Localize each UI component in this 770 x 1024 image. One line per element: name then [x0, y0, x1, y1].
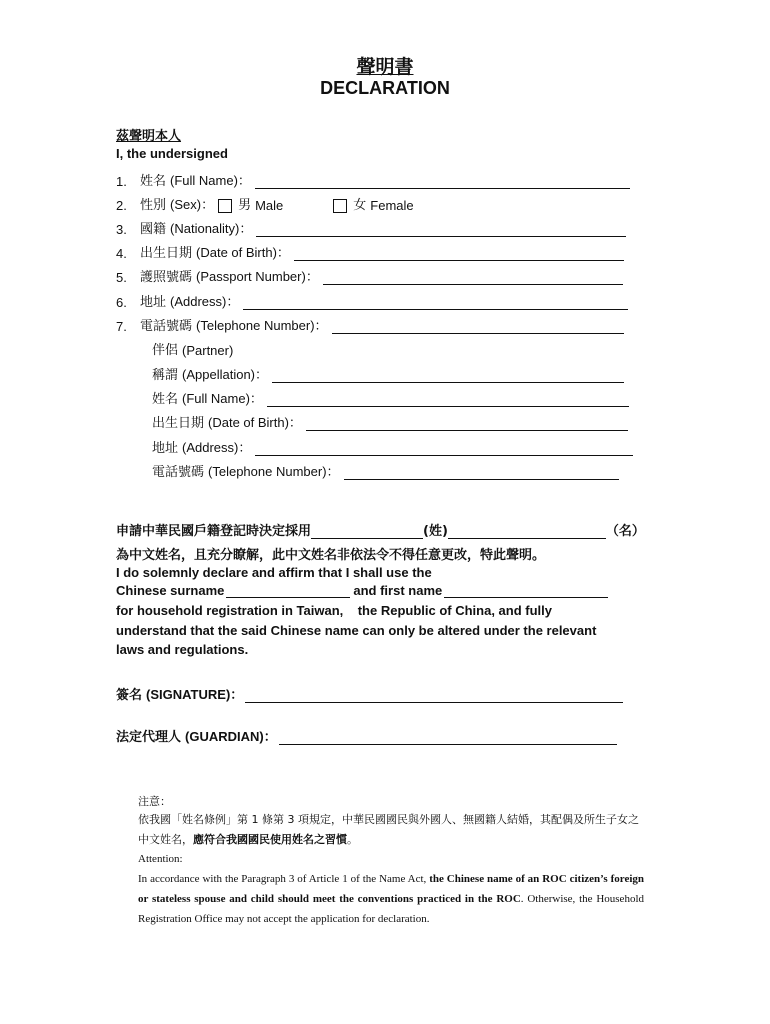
first-name-blank[interactable] — [444, 585, 608, 598]
field-number: 5. — [116, 270, 127, 285]
declaration-zh-text: 申請中華民國戶籍登記時決定採用 — [116, 524, 312, 539]
female-label-zh: 女 — [353, 198, 367, 213]
declaration-en-line2 — [116, 583, 608, 598]
intro-english: I, the undersigned — [116, 146, 228, 161]
field-label-en: (Address)： — [182, 440, 252, 455]
address-blank[interactable] — [243, 297, 628, 310]
declaration-en-line4: understand that the said Chinese name can only be altered under the relevant — [116, 623, 597, 638]
chinese-surname-label: Chinese surname — [116, 583, 225, 598]
field-label-zh: 姓名 — [152, 392, 179, 407]
field-label-en: (Appellation)： — [182, 367, 269, 382]
female-label-en: Female — [370, 198, 414, 213]
telephone-number-blank[interactable] — [332, 321, 624, 334]
guardian-label-zh: 法定代理人 — [116, 730, 182, 745]
declaration-zh-line1 — [116, 520, 645, 539]
male-label-en: Male — [255, 198, 284, 213]
notes-en-text-end: . Otherwise, the Household Registration Office may not accept the application for declaration. — [138, 893, 644, 925]
first-name-label: and first name — [353, 583, 443, 598]
signature-row — [116, 684, 623, 703]
partner-field-date-of-birth — [152, 412, 628, 431]
notes-body-zh — [138, 810, 644, 850]
field-label-zh: 電話號碼 — [152, 465, 205, 480]
field-label-en: (Address)： — [170, 294, 240, 309]
declaration-en-line3: for household registration in Taiwan, the Republic of China, and fully — [116, 603, 553, 618]
guardian-row — [116, 726, 617, 745]
partner-field-full-name — [152, 388, 629, 407]
signature-blank[interactable] — [245, 690, 623, 703]
chinese-surname-blank[interactable] — [226, 585, 350, 598]
intro-chinese: 茲聲明本人 — [116, 129, 182, 144]
date-of-birth-blank[interactable] — [294, 248, 624, 261]
field-label-en: (Date of Birth)： — [208, 415, 302, 430]
guardian-blank[interactable] — [279, 732, 617, 745]
notes-heading-en: Attention: — [138, 853, 183, 865]
field-number: 6. — [116, 295, 127, 310]
female-checkbox[interactable] — [333, 199, 347, 213]
notes-zh-end: 。 — [347, 833, 358, 846]
full-name-blank[interactable] — [255, 176, 630, 189]
notes-zh-emphasis: 應符合我國國民使用姓名之習慣 — [193, 833, 347, 846]
partner-full-name-blank[interactable] — [267, 394, 629, 407]
field-label-zh: 出生日期 — [152, 416, 205, 431]
field-label-zh: 性別 — [140, 198, 167, 213]
field-label-en: (Date of Birth)： — [196, 245, 290, 260]
field-label-en: (Telephone Number)： — [208, 464, 340, 479]
field-address — [116, 291, 628, 310]
notes-body-en — [138, 869, 644, 929]
declaration-en-line1: I do solemnly declare and affirm that I shall use the — [116, 565, 432, 580]
partner-field-telephone-number — [152, 461, 619, 480]
title-chinese: 聲明書 — [356, 56, 414, 78]
field-label-en: (Full Name)： — [170, 173, 251, 188]
field-label-zh: 護照號碼 — [140, 270, 193, 285]
field-label-zh: 稱謂 — [152, 368, 179, 383]
partner-appellation-blank[interactable] — [272, 370, 624, 383]
field-number: 1. — [116, 174, 127, 189]
given-name-zh-label: （名） — [605, 524, 645, 539]
signature-label-en: (SIGNATURE)： — [146, 687, 244, 702]
notes-heading-zh: 注意： — [138, 795, 171, 808]
passport-number-blank[interactable] — [323, 272, 623, 285]
field-nationality — [116, 218, 626, 237]
field-number: 4. — [116, 246, 127, 261]
partner-field-address — [152, 437, 633, 456]
field-label-zh: 地址 — [152, 441, 179, 456]
nationality-blank[interactable] — [256, 224, 626, 237]
field-label-en: (Nationality)： — [170, 221, 253, 236]
field-date-of-birth — [116, 242, 624, 261]
partner-field-appellation — [152, 364, 624, 383]
field-label-zh: 地址 — [140, 295, 167, 310]
title-english: DECLARATION — [320, 78, 450, 98]
field-label-en: (Sex)： — [170, 197, 215, 212]
partner-heading — [152, 339, 235, 358]
partner-heading-zh: 伴侶 — [152, 343, 179, 358]
signature-label-zh: 簽名 — [116, 688, 143, 703]
field-label-en: (Telephone Number)： — [196, 318, 328, 333]
declaration-en-line5: laws and regulations. — [116, 642, 249, 657]
field-label-en: (Full Name)： — [182, 391, 263, 406]
surname-zh-blank[interactable] — [311, 526, 423, 539]
given-name-zh-blank[interactable] — [448, 526, 606, 539]
notes-zh-text: 依我國「姓名條例」第 1 條第 3 項規定，中華民國國民與外國人、無國籍人結婚，其配偶及所生子女之中文姓名， — [138, 813, 639, 846]
field-label-zh: 電話號碼 — [140, 319, 193, 334]
guardian-label-en: (GUARDIAN)： — [185, 729, 277, 744]
field-telephone-number — [116, 315, 624, 334]
partner-heading-en: (Partner) — [182, 343, 234, 358]
field-label-zh: 出生日期 — [140, 246, 193, 261]
notes-en-emphasis: the Chinese name of an ROC citizen’s foreign or stateless spouse and child should meet the conventions practiced in the ROC — [138, 873, 644, 905]
field-number: 7. — [116, 319, 127, 334]
declaration-zh-line2: 為中文姓名，且充分瞭解，此中文姓名非依法令不得任意更改，特此聲明。 — [116, 548, 546, 563]
partner-address-blank[interactable] — [255, 443, 633, 456]
partner-telephone-number-blank[interactable] — [344, 467, 619, 480]
field-passport-number — [116, 266, 623, 285]
field-label-en: (Passport Number)： — [196, 269, 319, 284]
field-number: 3. — [116, 222, 127, 237]
field-label-zh: 姓名 — [140, 174, 167, 189]
male-label-zh: 男 — [238, 198, 252, 213]
partner-date-of-birth-blank[interactable] — [306, 418, 628, 431]
surname-zh-label: (姓) — [423, 524, 448, 539]
field-label-zh: 國籍 — [140, 222, 167, 237]
field-number: 2. — [116, 198, 127, 213]
field-full-name — [116, 170, 630, 189]
field-sex — [116, 194, 416, 213]
male-checkbox[interactable] — [218, 199, 232, 213]
notes-en-text: In accordance with the Paragraph 3 of Article 1 of the Name Act, — [138, 873, 430, 885]
